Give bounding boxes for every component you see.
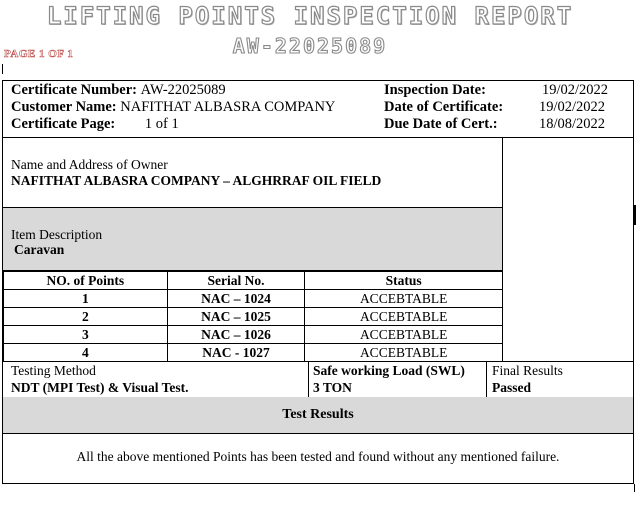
due-date-value: 18/08/2022 [539,116,606,132]
points-table [3,271,503,362]
due-date-row [384,116,606,133]
inspection-date-value: 19/02/2022 [542,82,609,98]
certificate-number-value: AW-22025089 [140,82,226,98]
table-row [4,290,503,308]
swl-label: Safe working Load (SWL) [313,363,465,378]
point-status: ACCEBTABLE [305,290,503,308]
report-number: AW-22025089 [232,34,388,58]
point-number: 1 [4,290,168,308]
point-status: ACCEBTABLE [305,344,503,362]
serial-number: NAC – 1025 [167,308,305,326]
customer-name-value: NAFITHAT ALBASRA COMPANY [120,99,336,115]
inspection-date-row [384,82,609,99]
final-results-label: Final Results [492,363,563,378]
certificate-page-label: Certificate Page: [11,116,116,132]
report-title: LIFTING POINTS INSPECTION REPORT [46,2,574,30]
date-of-certificate-row [384,99,606,116]
testing-divider-1 [308,362,309,397]
margin-tick-left [2,64,3,74]
item-description-section [3,208,503,271]
header-no-of-points: NO. of Points [4,272,168,290]
owner-section [3,138,503,208]
certificate-number-label: Certificate Number: [11,82,138,98]
swl-value: 3 TON [313,380,352,395]
testing-method-value: NDT (MPI Test) & Visual Test. [11,380,189,395]
points-table-header [4,272,503,290]
margin-tick-right [634,205,636,225]
point-number: 2 [4,308,168,326]
owner-label: Name and Address of Owner [11,157,168,172]
header-status: Status [305,272,503,290]
header-serial-no: Serial No. [167,272,305,290]
due-date-label: Due Date of Cert.: [384,116,498,132]
serial-number: NAC - 1027 [167,344,305,362]
table-row [4,344,503,362]
item-description-label: Item Description [11,227,103,242]
point-number: 3 [4,326,168,344]
date-of-certificate-value: 19/02/2022 [539,99,606,115]
point-status: ACCEBTABLE [305,308,503,326]
owner-side-blank [503,138,633,271]
customer-name-row [11,99,335,116]
certificate-page-row [11,116,179,133]
owner-value: NAFITHAT ALBASRA COMPANY – ALGHRRAF OIL FIELD [11,173,382,188]
page-mark: PAGE 1 OF 1 [4,48,74,60]
customer-name-label: Customer Name: [11,99,117,115]
point-status: ACCEBTABLE [305,326,503,344]
point-number: 4 [4,344,168,362]
inspection-date-label: Inspection Date: [384,82,486,98]
test-results-heading: Test Results [3,397,633,434]
testing-section [3,361,633,398]
margin-tick-bottom [634,484,635,492]
date-of-certificate-label: Date of Certificate: [384,99,504,115]
certificate-number-row [11,82,226,99]
test-results-text: All the above mentioned Points has been tested and found without any mentioned failure. [76,449,560,464]
final-results-value: Passed [492,380,532,395]
serial-number: NAC – 1026 [167,326,305,344]
item-description-value: Caravan [14,242,65,257]
certificate-document [2,80,634,484]
certificate-header [3,81,633,138]
table-row [4,308,503,326]
serial-number: NAC – 1024 [167,290,305,308]
certificate-page-value: 1 of 1 [144,116,179,132]
testing-divider-2 [486,362,487,397]
testing-method-label: Testing Method [11,363,96,378]
table-row [4,326,503,344]
